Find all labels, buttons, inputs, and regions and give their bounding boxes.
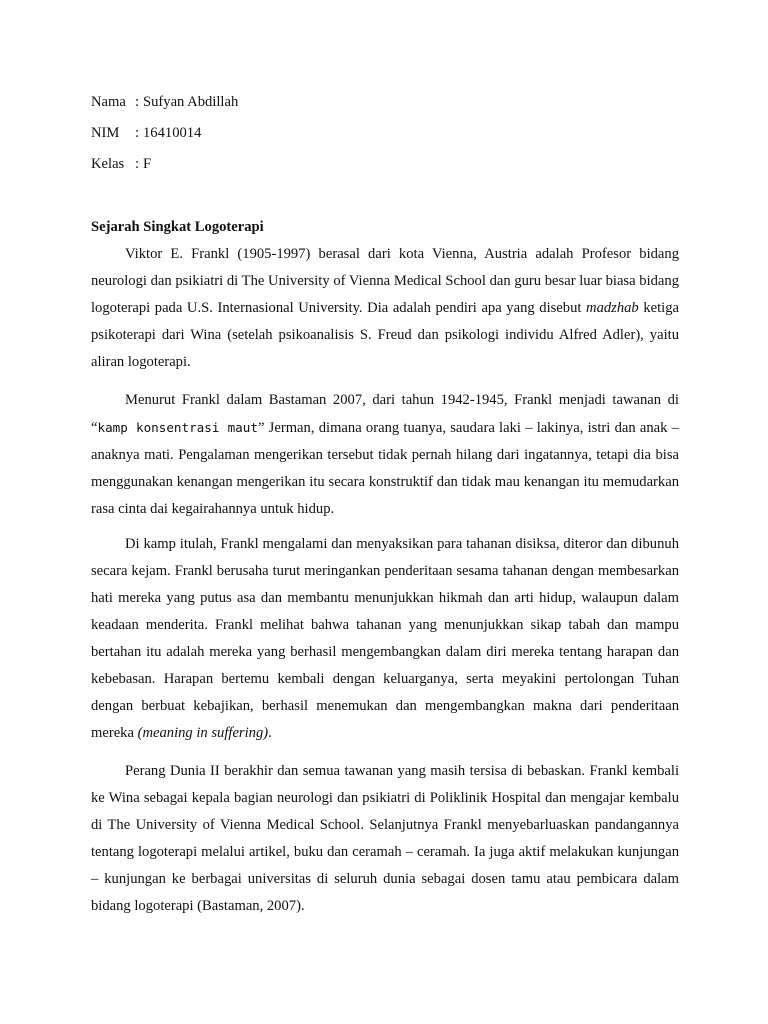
paragraph-2 [91,387,679,523]
name-row [91,92,238,112]
name-separator: : [135,94,140,110]
name-value: Sufyan Abdillah [143,94,239,110]
paragraph-1 [91,241,679,376]
paragraph-3 [91,531,679,747]
class-row [91,154,151,174]
nim-row [91,123,201,143]
section-title: Sejarah Singkat Logoterapi [91,219,264,235]
class-separator: : [135,156,140,172]
nim-separator: : [135,125,140,141]
paragraph-2-mono: kamp konsentrasi maut [97,420,258,435]
paragraph-4: Perang Dunia II berakhir dan semua tawanan yang masih tersisa di bebaskan. Frankl kembali ke Wina sebagai kepala bagian neurologi dan psikiatri di Poliklinik Hospital dan mengajar kembalu di The University of Vienna Medical School. Selanjutnya Frankl menyebarluaskan pandangannya tentang logoterapi melalui artikel, buku dan ceramah – ceramah. Ia juga aktif melakukan kunjungan – kunjungan ke berbagai universitas di seluruh dunia sebagai dosen tamu atau pembicara dalam bidang logoterapi (Bastaman, 2007). [91,763,679,914]
paragraph-3-text-b: . [268,725,272,741]
nim-label: NIM [91,125,120,141]
paragraph-1-text-b: ketiga psikoterapi dari Wina (setelah psikoanalisis S. Freud dan psikologi individu Alfred Adler), yaitu aliran logoterapi. [91,300,679,370]
name-label: Nama [91,94,126,110]
document-page [91,0,679,1024]
paragraph-2-text-a: Menurut Frankl dalam Bastaman 2007, dari tahun 1942-1945, Frankl menjadi tawanan di “ [91,392,679,436]
paragraph-2-text-b: ” Jerman, dimana orang tuanya, saudara laki – lakinya, istri dan anak – anaknya mati. Pengalaman mengerikan tersebut tidak pernah hilang dari ingatannya, tetapi dia bisa menggunakan kenangan mengerikan itu secara konstruktif dan tidak mau kenangan itu memudarkan rasa cinta dai kegairahannya untuk hidup. [91,420,679,517]
nim-value: 16410014 [143,125,202,141]
class-value: F [143,156,152,172]
paragraph-1-text-a: Viktor E. Frankl (1905-1997) berasal dari kota Vienna, Austria adalah Profesor bidang neurologi dan psikiatri di The University of Vienna Medical School dan guru besar luar biasa bidang logoterapi pada U.S. Internasional University. Dia adalah pendiri apa yang disebut [91,246,679,316]
paragraph-3-italic: (meaning in suffering) [137,725,269,741]
class-label: Kelas [91,156,125,172]
paragraph-1-italic: madzhab [586,300,639,316]
paragraph-3-text-a: Di kamp itulah, Frankl mengalami dan menyaksikan para tahanan disiksa, diteror dan dibunuh secara kejam. Frankl berusaha turut meringankan penderitaan sesama tahanan dengan membesarkan hati mereka yang putus asa dan membantu menunjukkan hikmah dan arti hidup, walaupun dalam keadaan menderita. Frankl melihat bahwa tahanan yang menunjukkan sikap tabah dan mampu bertahan itu adalah mereka yang berhasil mengembangkan dalam diri mereka tentang harapan dan kebebasan. Harapan bertemu kembali dengan keluarganya, serta meyakini pertolongan Tuhan dengan berbuat kebajikan, berhasil menemukan dan mengembangkan makna dari penderitaan mereka [91,536,679,741]
